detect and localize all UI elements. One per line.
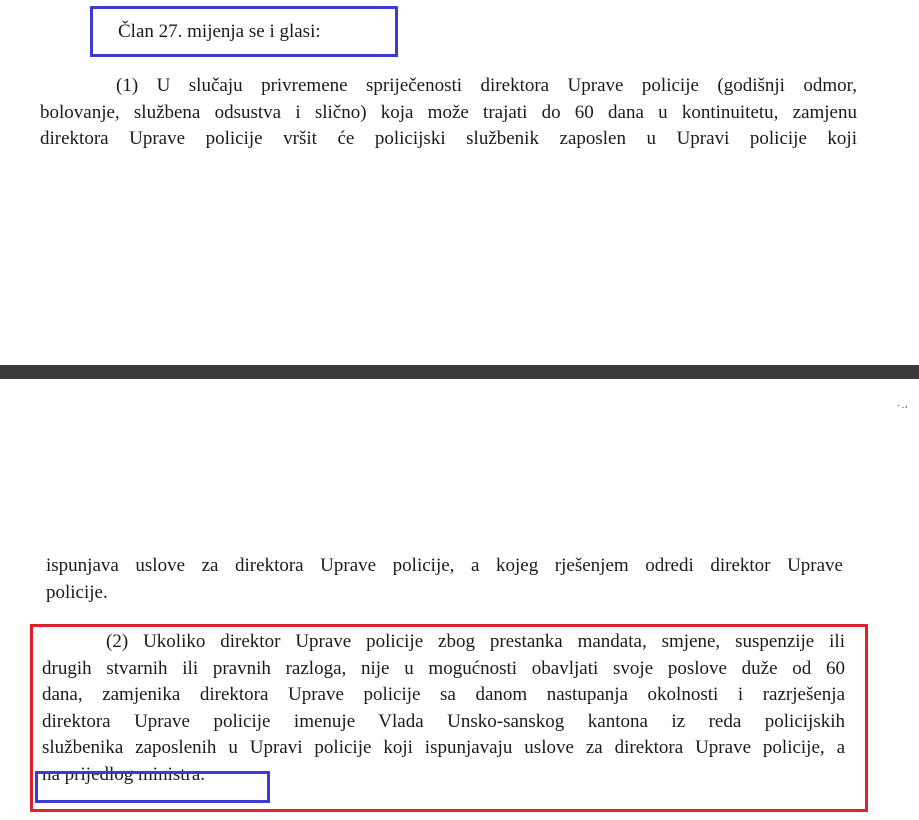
paragraph-2-line: drugih stvarnih ili pravnih razloga, nije u mogućnosti obavljati svoje poslove duže od 60 (42, 657, 845, 679)
paragraph-1 (40, 73, 857, 153)
article-heading: Član 27. mijenja se i glasi: (118, 21, 321, 42)
ministry-proposal-highlight-box (35, 771, 270, 803)
paragraph-1-continuation (46, 553, 843, 606)
heading-highlight-box (90, 6, 398, 57)
paragraph-1-continuation-line: policije. (46, 581, 108, 603)
paragraph-1-line: direktora Uprave policije vršit će policijski službenik zaposlen u Upravi policije koji (40, 128, 857, 149)
paragraph-2-line: službenika zaposlenih u Upravi policije koji ispunjavaju uslove za direktora Uprave policije, a (42, 737, 845, 758)
paragraph-2-line: (2) Ukoliko direktor Uprave policije zbog prestanka mandata, smjene, suspenzije ili (106, 631, 845, 652)
page-divider (0, 365, 919, 379)
paragraph-1-continuation-line: ispunjava uslove za direktora Uprave policije, a kojeg rješenjem odredi direktor Uprave (46, 555, 843, 576)
paragraph-1-line: (1) U slučaju privremene spriječenosti direktora Uprave policije (godišnji odmor, (116, 75, 857, 96)
paragraph-2-line: na prijedlog ministra. (42, 763, 206, 785)
paragraph-1-line: bolovanje, službena odsustva i slično) koja može trajati do 60 dana u kontinuitetu, zamjenu (40, 101, 857, 123)
paragraph-2-line: direktora Uprave policije imenuje Vlada Unsko-sanskog kantona iz reda policijskih (42, 710, 845, 732)
scan-artifact-mark: ٠.، (896, 400, 908, 411)
paragraph-2-line: dana, zamjenika direktora Uprave policije sa danom nastupanja okolnosti i razrješenja (42, 684, 845, 705)
paragraph-2 (42, 629, 845, 788)
